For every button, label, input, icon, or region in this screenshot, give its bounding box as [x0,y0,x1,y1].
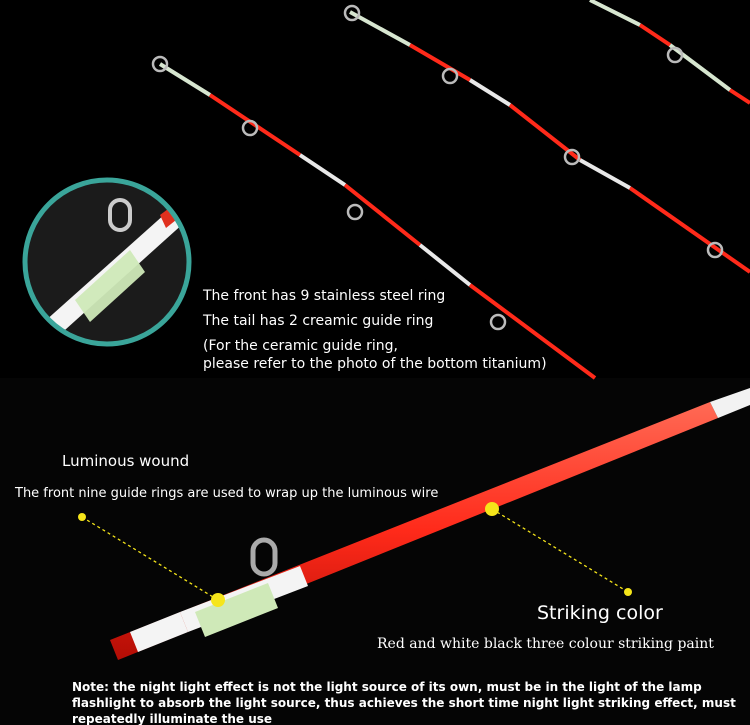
striking-description: Red and white black three colour striking paint [377,636,714,652]
rod-section-left [153,57,595,378]
guide-ring-icon [253,540,275,574]
night-light-note: Note: the night light effect is not the light source of its own, must be in the light of the lamp flashlight to absorb the light source, thus achieves the short time night light striking effect, must repeatedly illuminate the use [72,680,736,725]
luminous-title: Luminous wound [62,452,190,470]
front-rings-text: The front has 9 stainless steel ring [203,288,446,304]
striking-callout [485,502,632,596]
tail-rings-text: The tail has 2 creamic guide ring [203,313,434,329]
guide-ring-icon [443,69,457,83]
ceramic-note-line1: (For the ceramic guide ring, [203,338,398,354]
guide-ring-icon [491,315,505,329]
ceramic-note-line2: please refer to the photo of the bottom titanium) [203,356,547,372]
rod-section-right [590,0,750,103]
zoom-detail-circle [25,180,189,348]
luminous-callout [78,513,225,607]
guide-ring-icon [348,205,362,219]
luminous-description: The front nine guide rings are used to wrap up the luminous wire [15,486,439,501]
striking-title: Striking color [537,602,663,624]
